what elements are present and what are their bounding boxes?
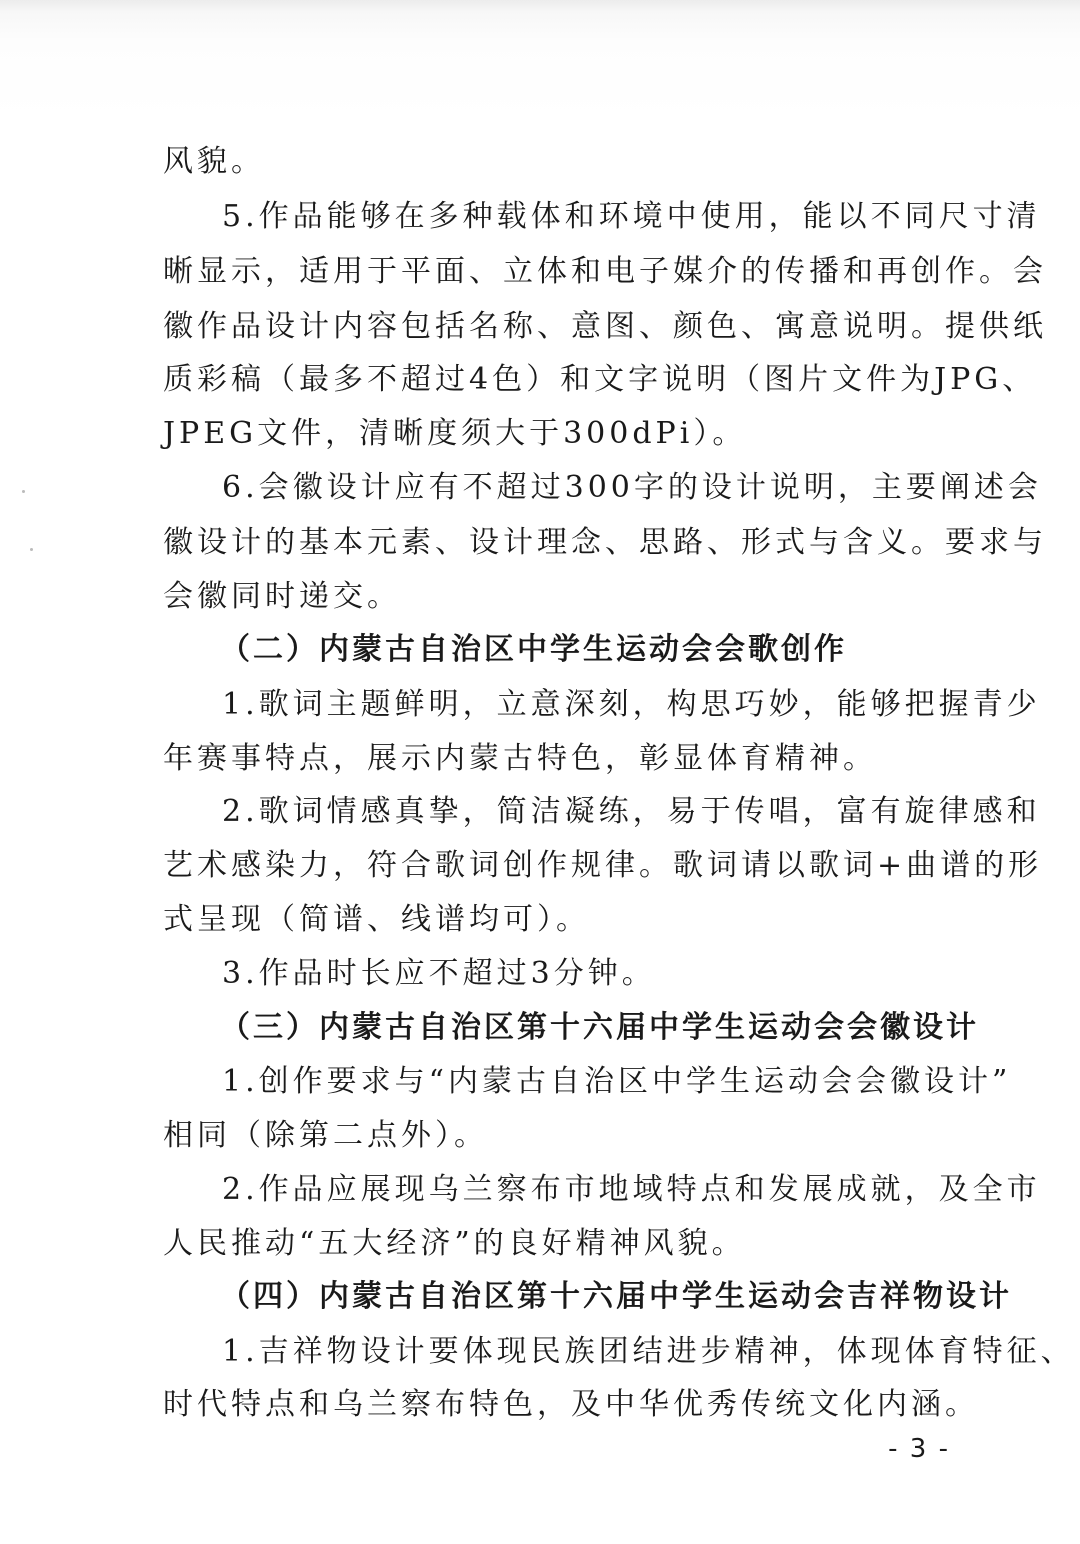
- body-text-line: 徽作品设计内容包括名称、意图、颜色、寓意说明。提供纸: [163, 309, 1047, 344]
- body-text-line: 艺术感染力，符合歌词创作规律。歌词请以歌词+曲谱的形: [163, 848, 1043, 883]
- page-number: - 3 -: [888, 1434, 950, 1464]
- body-text-line: 徽设计的基本元素、设计理念、思路、形式与含义。要求与: [163, 525, 1047, 560]
- item-2-line-1: 2.作品应展现乌兰察布市地域特点和发展成就，及全市: [222, 1172, 1041, 1207]
- body-text-line: 会徽同时递交。: [163, 579, 401, 614]
- section-heading-2: （二）内蒙古自治区中学生运动会会歌创作: [220, 632, 847, 667]
- scan-speck: [30, 548, 33, 551]
- item-2-line-1: 2.歌词情感真挚，简洁凝练，易于传唱，富有旋律感和: [222, 794, 1041, 829]
- item-6-line-1: 6.会徽设计应有不超过300字的设计说明，主要阐述会: [222, 470, 1042, 505]
- scan-speck: [22, 490, 25, 493]
- item-5-line-1: 5.作品能够在多种载体和环境中使用，能以不同尺寸清: [222, 199, 1041, 234]
- body-text-line: 式呈现（简谱、线谱均可）。: [163, 902, 590, 937]
- item-3-line-1: 3.作品时长应不超过3分钟。: [222, 956, 656, 991]
- body-text-line: JPEG文件，清晰度须大于300dPi）。: [163, 416, 747, 451]
- body-text-line: 风貌。: [163, 144, 265, 179]
- item-1-line-1: 1.歌词主题鲜明，立意深刻，构思巧妙，能够把握青少: [222, 687, 1041, 722]
- body-text-line: 相同（除第二点外）。: [163, 1118, 488, 1153]
- body-text-line: 质彩稿（最多不超过4色）和文字说明（图片文件为JPG、: [163, 362, 1037, 397]
- item-1-line-1: 1.创作要求与“内蒙古自治区中学生运动会会徽设计”: [222, 1064, 1012, 1099]
- body-text-line: 年赛事特点，展示内蒙古特色，彰显体育精神。: [163, 741, 877, 776]
- section-heading-3: （三）内蒙古自治区第十六届中学生运动会会徽设计: [220, 1010, 979, 1045]
- body-text-line: 时代特点和乌兰察布特色，及中华优秀传统文化内涵。: [163, 1387, 979, 1422]
- body-text-line: 人民推动“五大经济”的良好精神风貌。: [163, 1226, 746, 1261]
- section-heading-4: （四）内蒙古自治区第十六届中学生运动会吉祥物设计: [220, 1279, 1012, 1314]
- item-1-line-1: 1.吉祥物设计要体现民族团结进步精神，体现体育特征、: [222, 1334, 1075, 1369]
- body-text-line: 晰显示，适用于平面、立体和电子媒介的传播和再创作。会: [163, 254, 1047, 289]
